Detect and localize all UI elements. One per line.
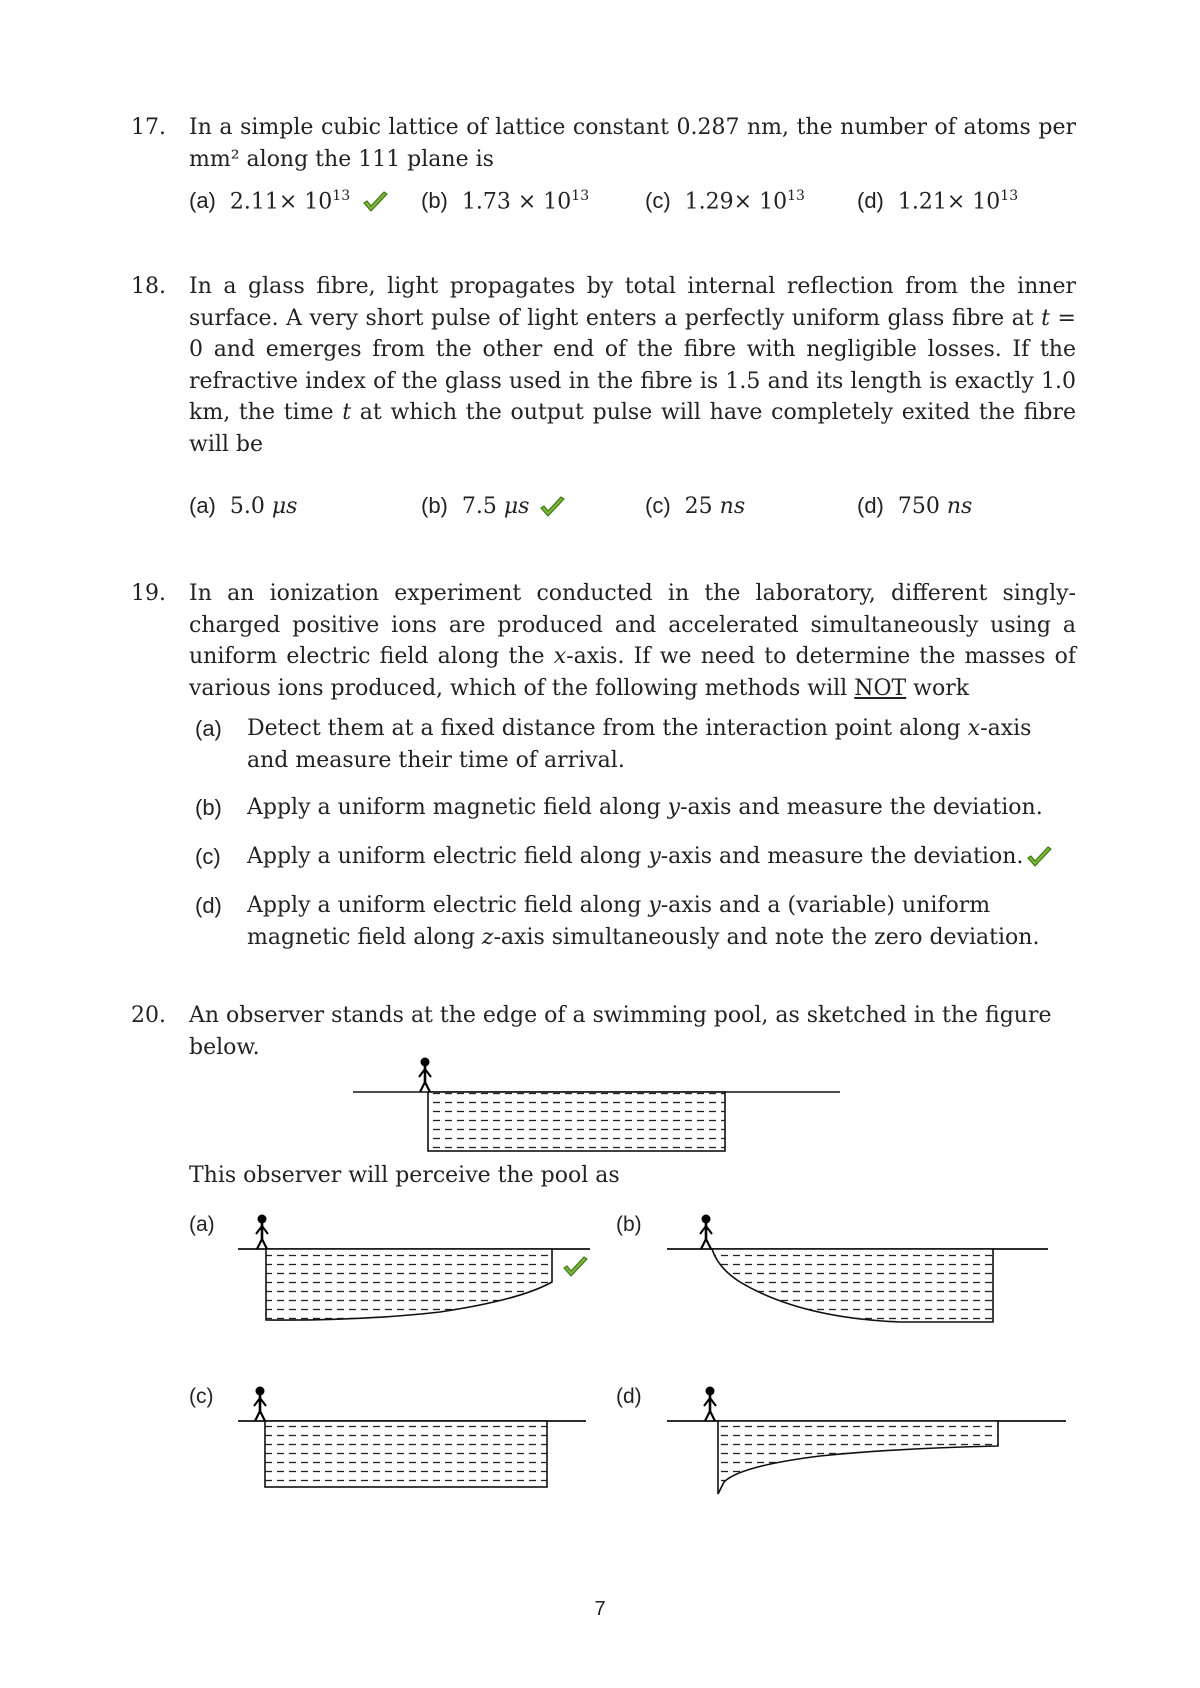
- option-exponent: 13: [571, 188, 590, 204]
- option-label: (a): [189, 493, 216, 518]
- question-number: 18.: [131, 274, 166, 299]
- text-part: -axis and measure the deviation.: [680, 795, 1043, 820]
- text-part: Apply a uniform electric field along: [247, 844, 649, 869]
- text-part: = 0 and emerges from the other end of the fibre with negligible losses. If the refractive index of the glass used in the fibre is 1.5 and its length is exactly 1.0 km, the time: [189, 305, 1076, 425]
- prompt-text: This observer will perceive the pool as: [189, 1163, 620, 1188]
- option-label: (c): [195, 844, 221, 869]
- text-part: -axis and measure the deviation.: [660, 844, 1024, 869]
- variable: z: [481, 924, 494, 950]
- option-value: 2.11× 10: [229, 189, 333, 215]
- question-text: In a simple cubic lattice of lattice constant 0.287 nm, the number of atoms per mm² along the 111 plane is: [189, 115, 1076, 172]
- question-number: 17.: [131, 115, 166, 140]
- observer-icon: [704, 1387, 716, 1422]
- text-part: Apply a uniform magnetic field along: [247, 795, 668, 820]
- option-value: 1.29× 10: [684, 189, 788, 215]
- option-label: (b): [195, 795, 222, 820]
- option-value: 1.21× 10: [897, 189, 1001, 215]
- emphasis-not: NOT: [854, 675, 907, 701]
- variable-t: t: [1041, 305, 1051, 331]
- option-label: (b): [421, 493, 448, 518]
- text-part: In a glass fibre, light propagates by total internal reflection from the inner surface. A very short pulse of light enters a perfectly uniform glass fibre at: [189, 274, 1076, 331]
- question-text: An observer stands at the edge of a swimming pool, as sketched in the figure below.: [189, 1003, 1052, 1060]
- option-unit: ns: [719, 494, 746, 519]
- text-part: -axis. If we need to determine the masses of various ions produced, which of the following methods will: [189, 644, 1076, 701]
- q20-option-b-label[interactable]: (b): [616, 1213, 642, 1236]
- q20-option-a-label[interactable]: (a): [189, 1213, 215, 1236]
- text-part: work: [906, 675, 970, 701]
- option-label: (c): [645, 493, 671, 518]
- option-exponent: 13: [332, 188, 351, 204]
- option-unit: μs: [503, 494, 530, 519]
- option-exponent: 13: [1000, 188, 1019, 204]
- option-label: (a): [195, 716, 222, 741]
- question-number: 20.: [131, 1003, 166, 1028]
- text-part: Detect them at a fixed distance from the interaction point along: [247, 716, 968, 741]
- option-exponent: 13: [787, 188, 805, 204]
- option-unit: μs: [271, 494, 298, 519]
- q20-option-c-label[interactable]: (c): [189, 1385, 214, 1408]
- page-number: 7: [594, 1598, 606, 1620]
- option-label: (d): [195, 893, 222, 918]
- option-label: (b): [421, 188, 448, 214]
- option-value: 750: [897, 494, 947, 519]
- q20-option-d-label[interactable]: (d): [616, 1385, 642, 1408]
- text-part: -axis and a (variable) uniform magnetic field along: [247, 893, 991, 950]
- variable: y: [667, 795, 681, 820]
- text-part: -axis simultaneously and note the zero deviation.: [493, 924, 1040, 950]
- option-label: (d): [857, 493, 884, 518]
- option-value: 7.5: [461, 494, 504, 519]
- option-value: 1.73 × 10: [461, 189, 572, 215]
- variable: x: [967, 716, 981, 741]
- option-unit: ns: [946, 494, 973, 519]
- variable: y: [648, 893, 661, 918]
- variable-t: t: [342, 400, 352, 425]
- text-part: at which the output pulse will have completely exited the fibre will be: [189, 400, 1077, 457]
- variable-x: x: [553, 644, 567, 669]
- option-value: 5.0: [229, 494, 272, 519]
- option-label: (c): [645, 188, 671, 214]
- variable: y: [648, 844, 661, 869]
- text-part: -axis and measure their time of arrival.: [247, 716, 1032, 773]
- option-label: (d): [857, 188, 884, 214]
- text-part: In an ionization experiment conducted in the laboratory, different singly-charged positive ions are produced and accelerated simultaneously using a uniform electric field along the: [189, 581, 1076, 669]
- text-part: Apply a uniform electric field along: [247, 893, 649, 918]
- option-value: 25: [684, 494, 720, 519]
- option-label: (a): [189, 188, 216, 214]
- question-number: 19.: [131, 581, 166, 606]
